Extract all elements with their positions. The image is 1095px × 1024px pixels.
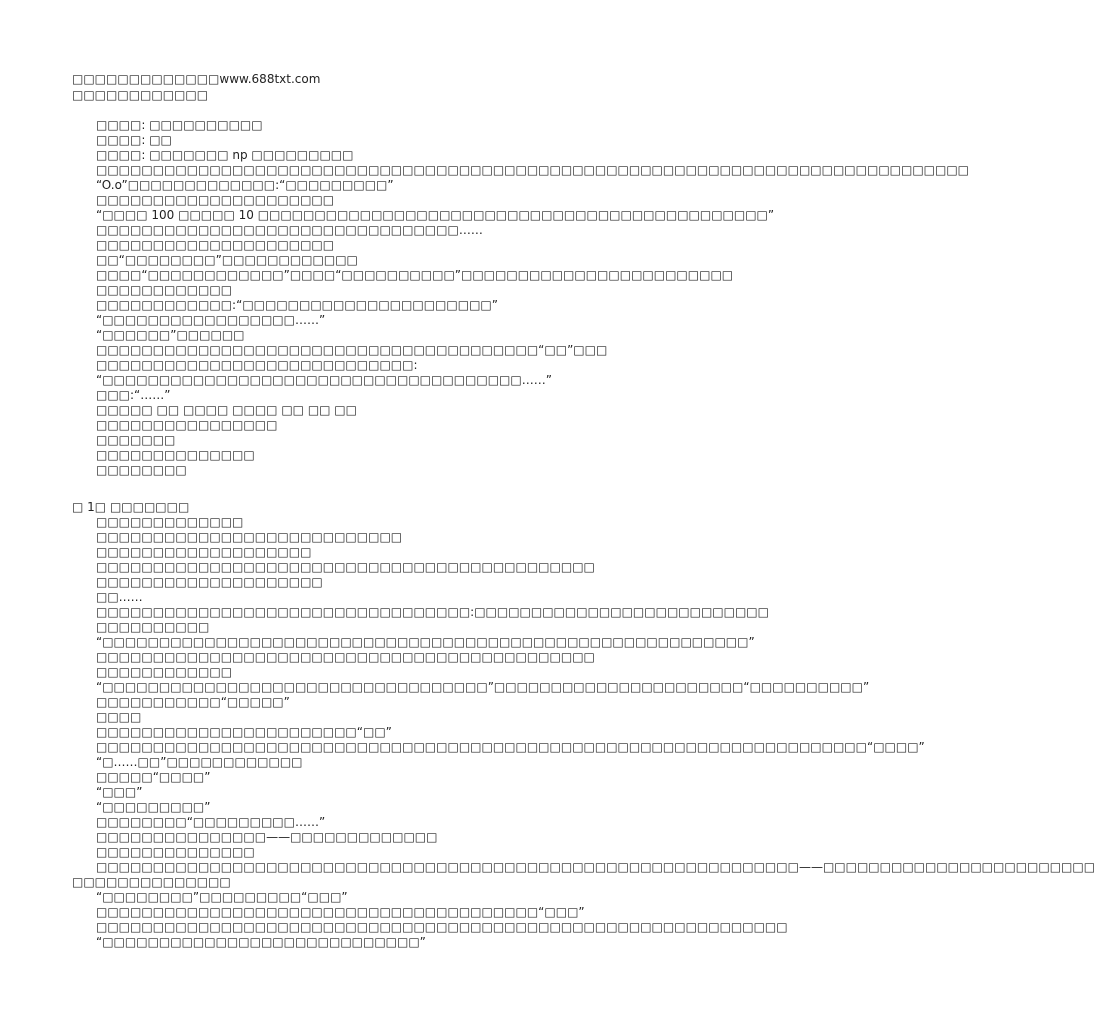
chapter-line: □□□□□□□□“□□□□□□□□□……” bbox=[96, 815, 326, 829]
intro-line: □□□□□□□□ bbox=[96, 463, 187, 477]
chapter-line: □□…… bbox=[96, 590, 143, 604]
chapter-line: □□□□□□□□□□□□□□□□□□□□□□□“□□” bbox=[96, 725, 392, 739]
chapter-line: □□□□□□□□□□□□□□□□□□□□□□□□□□□□□□□□□□□□□□□□□□□□□□□□□□□□□□□□□□□□□□——□□□□□□□□□□□□□□□□□□□□□□□□ bbox=[96, 860, 1095, 874]
intro-line: □□□□□□□□□□□□□□□□□□□□□ bbox=[96, 238, 335, 252]
chapter-line: □□□□□□□□□□□□□□□——□□□□□□□□□□□□□ bbox=[96, 830, 438, 844]
chapter-line: “□□□” bbox=[96, 785, 143, 799]
intro-line: “□□□□□□□□□□□□□□□□□□□□□□□□□□□□□□□□□□□□□……” bbox=[96, 373, 552, 387]
chapter-line: □□□□□□□□□□□□□□□□□□□□□□□□□□□ bbox=[96, 530, 403, 544]
chapter-line: “□□□□□□□□□□□□□□□□□□□□□□□□□□□□□□□□□□”□□□□□□□□□□□□□□□□□□□□□□“□□□□□□□□□□” bbox=[96, 680, 870, 694]
chapter-line: “□□□□□□□□□□□□□□□□□□□□□□□□□□□□□□□□□□□□□□□□□□□□□□□□□□□□□□□□□” bbox=[96, 635, 755, 649]
intro-line: □□□□□□□□□□□□□□□□ bbox=[96, 418, 278, 432]
chapter-line: “□□□□□□□□”□□□□□□□□□“□□□” bbox=[96, 890, 348, 904]
chapter-line: □□□□□□□□□□□□□□□□□□□□ bbox=[96, 575, 323, 589]
intro-line: □□□□□□□□□□□□□□□□□□□□□□□□□□□□□□□□…… bbox=[96, 223, 483, 237]
intro-line: □□□□: □□ bbox=[96, 133, 172, 147]
intro-line: □□□□□□□ bbox=[96, 433, 176, 447]
chapter-title: □ 1□ □□□□□□□ bbox=[72, 500, 190, 514]
intro-line: □□□□: □□□□□□□□□□ bbox=[96, 118, 263, 132]
intro-line: “□□□□ 100 □□□□□ 10 □□□□□□□□□□□□□□□□□□□□□□□□□□□□□□□□□□□□□□□□□□□□□” bbox=[96, 208, 775, 222]
chapter-line: □□□□□□□□□□□□ bbox=[96, 665, 233, 679]
intro-line: □□□□□□□□□□□□□□□□□□□□□□□□□□□□: bbox=[96, 358, 418, 372]
chapter-line: “□……□□”□□□□□□□□□□□□ bbox=[96, 755, 303, 769]
intro-line: “□□□□□□□□□□□□□□□□□……” bbox=[96, 313, 326, 327]
intro-line: □□□□□□□□□□□□□□□□□□□□□□□□□□□□□□□□□□□□□□□“□□”□□□ bbox=[96, 343, 608, 357]
chapter-line: □□□□□□□□□□□□□□ bbox=[72, 875, 231, 889]
chapter-line: □□□□□□□□□□□□□□□□□□□□□□□□□□□□□□□□□□□□□□□□□□□□□□□□□□□□□□□□□□□□□□□□□□□□“□□□□” bbox=[96, 740, 925, 754]
chapter-line: □□□□□□□□□□ bbox=[96, 620, 210, 634]
chapter-line: □□□□□“□□□□” bbox=[96, 770, 211, 784]
intro-line: □□□□□□□□□□□□□□□□□□□□□ bbox=[96, 193, 335, 207]
chapter-line: □□□□□□□□□□□□□□□□□□□□□□□□□□□□□□□□□□□□□□□□□□□□ bbox=[96, 560, 595, 574]
intro-line: □□□□: □□□□□□□ np □□□□□□□□□ bbox=[96, 148, 354, 162]
chapter-line: “□□□□□□□□□” bbox=[96, 800, 211, 814]
intro-line: “□□□□□□”□□□□□□ bbox=[96, 328, 245, 342]
header-line: □□□□□□□□□□□□□www.688txt.com bbox=[72, 72, 321, 86]
intro-line: □□□□□ □□ □□□□ □□□□ □□ □□ □□ bbox=[96, 403, 357, 417]
intro-line: □□□:“……” bbox=[96, 388, 171, 402]
chapter-line: □□□□□□□□□□□□□□□□□□□□□□□□□□□□□□□□□□□□□□□“□□□” bbox=[96, 905, 585, 919]
chapter-line: “□□□□□□□□□□□□□□□□□□□□□□□□□□□□” bbox=[96, 935, 426, 949]
intro-line: □□□□“□□□□□□□□□□□□”□□□□“□□□□□□□□□□”□□□□□□□□□□□□□□□□□□□□□□□□ bbox=[96, 268, 734, 282]
intro-line: □□“□□□□□□□□”□□□□□□□□□□□□ bbox=[96, 253, 358, 267]
chapter-line: □□□□□□□□□□□□□ bbox=[96, 515, 244, 529]
chapter-line: □□□□□□□□□□□□□□□□□□□ bbox=[96, 545, 312, 559]
intro-line: □□□□□□□□□□□□ bbox=[96, 283, 233, 297]
chapter-line: □□□□□□□□□□□□□□ bbox=[96, 845, 255, 859]
chapter-line: □□□□□□□□□□□“□□□□□” bbox=[96, 695, 290, 709]
intro-line: □□□□□□□□□□□□□□ bbox=[96, 448, 255, 462]
chapter-line: □□□□□□□□□□□□□□□□□□□□□□□□□□□□□□□□□□□□□□□□□□□□ bbox=[96, 650, 595, 664]
header-line: □□□□□□□□□□□□ bbox=[72, 88, 209, 102]
chapter-line: □□□□ bbox=[96, 710, 142, 724]
intro-line: □□□□□□□□□□□□□□□□□□□□□□□□□□□□□□□□□□□□□□□□□□□□□□□□□□□□□□□□□□□□□□□□□□□□□□□□□□□□□ bbox=[96, 163, 970, 177]
chapter-line: □□□□□□□□□□□□□□□□□□□□□□□□□□□□□□□□□:□□□□□□□□□□□□□□□□□□□□□□□□□□ bbox=[96, 605, 769, 619]
chapter-line: □□□□□□□□□□□□□□□□□□□□□□□□□□□□□□□□□□□□□□□□□□□□□□□□□□□□□□□□□□□□□ bbox=[96, 920, 788, 934]
intro-line: “O.o”□□□□□□□□□□□□□:“□□□□□□□□□” bbox=[96, 178, 394, 192]
intro-line: □□□□□□□□□□□□:“□□□□□□□□□□□□□□□□□□□□□□” bbox=[96, 298, 498, 312]
